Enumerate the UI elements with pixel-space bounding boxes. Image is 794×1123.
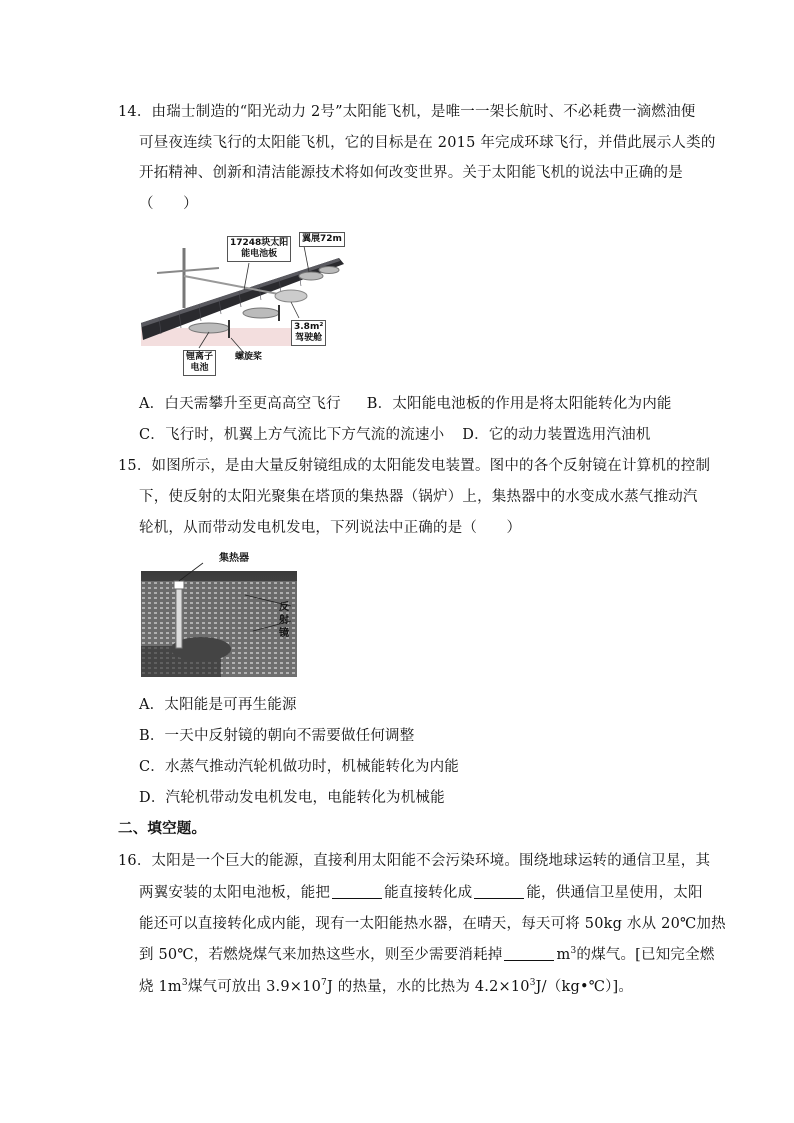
q16-line-3: 能还可以直接转化成内能，现有一太阳能热水器，在晴天，每天可将 50kg 水从 20℃加热 [139, 916, 726, 932]
label-battery-line1: 锂离子 [186, 352, 214, 362]
q16-line-2-part-b: 能直接转化成 [384, 885, 473, 901]
q16-line-2 [139, 883, 703, 903]
solar-plane-figure [139, 228, 349, 378]
label-propeller: 螺旋桨 [235, 352, 263, 362]
q14-answer-bracket: （ ） [139, 196, 198, 212]
label-battery [183, 350, 216, 376]
q16-line-5-sup-1: 3 [181, 978, 188, 989]
q16-line-5-sup-2: 7 [321, 978, 327, 989]
q15-line-3: 轮机，从而带动发电机发电，下列说法中正确的是（ ） [139, 520, 522, 536]
q14-line-1: 14．由瑞士制造的“阳光动力 2号”太阳能飞机，是唯一一架长航时、不必耗费一滴燃油便 [118, 104, 696, 120]
label-mirror-line2: 射 [279, 615, 289, 626]
q14-line-2: 可昼夜连续飞行的太阳能飞机，它的目标是在 2015 年完成环球飞行，并借此展示人类的 [139, 135, 716, 151]
q16-line-1: 16．太阳是一个巨大的能源，直接利用太阳能不会污染环境。围绕地球运转的通信卫星，其 [118, 853, 711, 869]
label-mirror-line1: 反 [279, 602, 289, 613]
label-collector: 集热器 [219, 553, 249, 564]
q16-blank-2[interactable] [474, 884, 524, 899]
q16-line-4 [139, 945, 715, 965]
q14-option-c [139, 425, 651, 445]
q15-option-a: A．太阳能是可再生能源 [139, 697, 297, 713]
q14-option-b-text: B．太阳能电池板的作用是将太阳能转化为内能 [366, 396, 672, 412]
label-solar-panels-line1: 17248块太阳 [230, 238, 289, 248]
section-title-fill-in: 二、填空题。 [118, 820, 207, 837]
q16-line-5-part-d: J/（kg•℃）]。 [535, 979, 634, 995]
label-battery-line2: 电池 [190, 363, 209, 373]
q14-line-3: 开拓精神、创新和清洁能源技术将如何改变世界。关于太阳能飞机的说法中正确的是 [139, 165, 683, 181]
q14-option-a [139, 394, 672, 414]
solar-tower-figure [141, 551, 297, 677]
q16-line-2-part-c: 能，供通信卫星使用，太阳 [526, 885, 703, 901]
q16-line-2-part-a: 两翼安装的太阳电池板，能把 [139, 885, 331, 901]
q14-option-c-text: C．飞行时，机翼上方气流比下方气流的流速小 [139, 427, 445, 443]
q15-option-c: C．水蒸气推动汽轮机做功时，机械能转化为内能 [139, 759, 459, 775]
q16-line-5 [139, 977, 633, 997]
q16-line-4-unit: m [556, 947, 571, 963]
q15-option-b: B．一天中反射镜的朝向不需要做任何调整 [139, 728, 415, 744]
q14-option-a-text: A．白天需攀升至更高高空飞行 [139, 396, 341, 412]
label-mirror-line3: 镜 [279, 628, 289, 639]
q16-line-5-part-c: J 的热量，水的比热为 4.2×10 [326, 979, 530, 995]
label-cockpit-line2: 驾驶舱 [295, 333, 323, 343]
label-cockpit [291, 320, 326, 346]
label-solar-panels-line2: 能电池板 [241, 249, 278, 259]
q15-option-d: D．汽轮机带动发电机发电，电能转化为机械能 [139, 790, 445, 806]
q16-line-5-part-a: 烧 1m [139, 979, 182, 995]
q16-blank-1[interactable] [332, 884, 382, 899]
q16-line-4-part-a: 到 50℃，若燃烧煤气来加热这些水，则至少需要消耗掉 [139, 947, 503, 963]
q16-line-4-part-c: 的煤气。[已知完全燃 [576, 947, 715, 963]
q14-option-d-text: D．它的动力装置选用汽油机 [462, 427, 651, 443]
q16-line-5-part-b: 煤气可放出 3.9×10 [187, 979, 321, 995]
q16-line-4-sup: 3 [570, 946, 577, 957]
q15-line-2: 下，使反射的太阳光聚集在塔顶的集热器（锅炉）上，集热器中的水变成水蒸气推动汽 [139, 489, 698, 505]
label-mirror [279, 601, 289, 640]
label-solar-panels [227, 236, 291, 262]
q16-line-5-sup-3: 3 [529, 978, 536, 989]
label-wingspan: 翼展72m [299, 232, 345, 247]
solar-tower-photo [141, 551, 297, 677]
q16-blank-3[interactable] [504, 946, 554, 961]
label-cockpit-line1: 3.8m² [294, 322, 324, 332]
q15-line-1: 15．如图所示，是由大量反射镜组成的太阳能发电装置。图中的各个反射镜在计算机的控制 [118, 458, 711, 474]
